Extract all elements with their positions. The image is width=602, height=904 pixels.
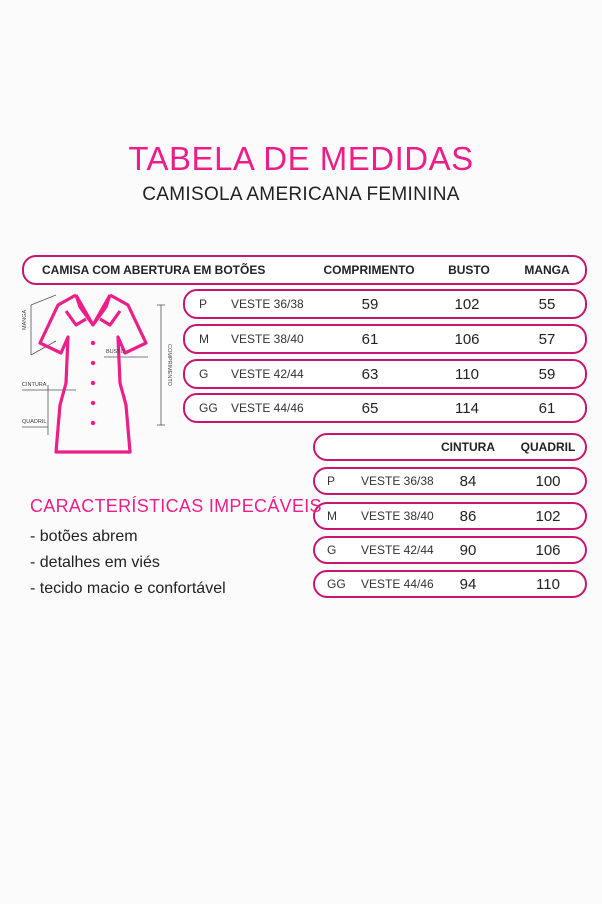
busto-value: 114 <box>455 399 479 417</box>
quadril-label: QUADRIL <box>22 419 47 425</box>
size-label: P <box>199 297 208 311</box>
cintura-value: 90 <box>459 541 477 559</box>
table2-row <box>313 570 587 598</box>
size-label: GG <box>199 401 218 415</box>
features-title: CARACTERÍSTICAS IMPECÁVEIS <box>30 496 322 516</box>
size-label: G <box>199 367 209 381</box>
table1-row <box>183 289 587 319</box>
size-reference: VESTE 36/38 <box>361 474 434 488</box>
page-subtitle: CAMISOLA AMERICANA FEMININA <box>142 184 460 205</box>
comprimento-value: 59 <box>361 295 379 313</box>
busto-value: 106 <box>454 330 480 348</box>
size-reference: VESTE 38/40 <box>231 332 304 346</box>
size-reference: VESTE 36/38 <box>231 297 304 311</box>
feature-item: - tecido macio e confortável <box>30 580 226 597</box>
size-reference: VESTE 42/44 <box>231 367 304 381</box>
comprimento-label: COMPRIMENTO <box>166 344 172 386</box>
size-reference: VESTE 38/40 <box>361 509 434 523</box>
table2-row <box>313 467 587 495</box>
table1-header-busto: BUSTO <box>448 263 490 277</box>
size-label: P <box>327 474 336 488</box>
quadril-value: 106 <box>535 541 561 559</box>
cintura-label: CINTURA <box>22 382 47 388</box>
manga-label: MANGA <box>22 309 28 330</box>
size-reference: VESTE 44/46 <box>231 401 304 415</box>
manga-value: 61 <box>538 399 556 417</box>
busto-value: 110 <box>455 365 479 383</box>
table1-row <box>183 359 587 389</box>
manga-value: 55 <box>538 295 556 313</box>
table2-header-cintura: CINTURA <box>441 440 495 454</box>
size-label: M <box>199 332 209 346</box>
comprimento-value: 63 <box>361 365 379 383</box>
quadril-value: 110 <box>536 575 560 593</box>
table2-row <box>313 536 587 564</box>
cintura-value: 86 <box>459 507 477 525</box>
busto-label: BUSTO <box>106 349 125 355</box>
table1-header <box>22 255 587 285</box>
quadril-value: 100 <box>535 472 561 490</box>
manga-value: 57 <box>538 330 556 348</box>
page-title: TABELA DE MEDIDAS <box>128 140 474 177</box>
feature-item: - detalhes em viés <box>30 554 160 571</box>
manga-value: 59 <box>538 365 556 383</box>
comprimento-value: 61 <box>361 330 379 348</box>
shirt-diagram <box>18 285 178 460</box>
table1-header-comprimento: COMPRIMENTO <box>323 263 415 277</box>
table1-row <box>183 324 587 354</box>
table2-header <box>313 433 587 461</box>
comprimento-value: 65 <box>361 399 379 417</box>
size-reference: VESTE 42/44 <box>361 543 434 557</box>
busto-value: 102 <box>454 295 480 313</box>
table1-header-manga: MANGA <box>524 263 570 277</box>
size-label: M <box>327 509 337 523</box>
table1-row <box>183 393 587 423</box>
cintura-value: 94 <box>459 575 477 593</box>
feature-item: - botões abrem <box>30 528 138 545</box>
size-reference: VESTE 44/46 <box>361 577 434 591</box>
table2-header-quadril: QUADRIL <box>520 440 576 454</box>
size-label: G <box>327 543 337 557</box>
cintura-value: 84 <box>459 472 477 490</box>
quadril-value: 102 <box>535 507 561 525</box>
table1-header-label: CAMISA COM ABERTURA EM BOTÕES <box>42 263 266 277</box>
table2-row <box>313 502 587 530</box>
size-label: GG <box>327 577 346 591</box>
